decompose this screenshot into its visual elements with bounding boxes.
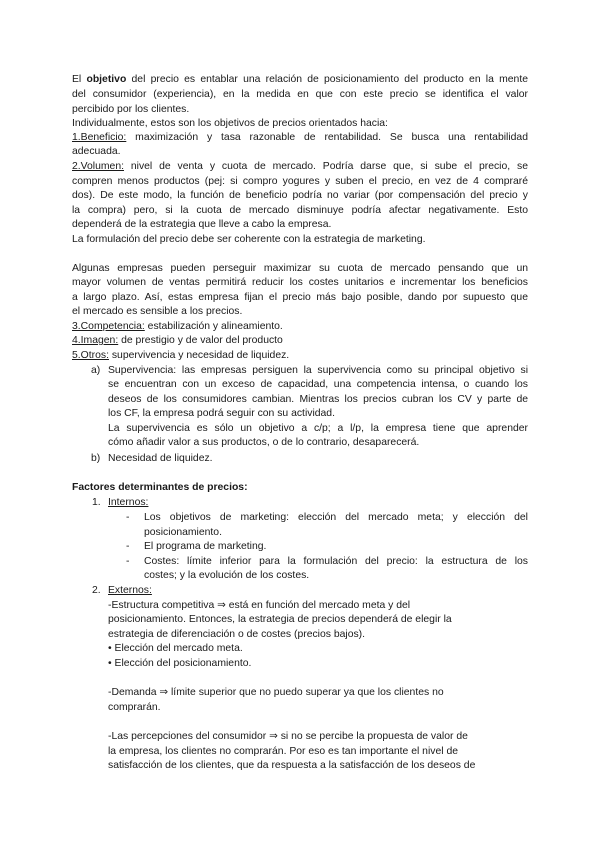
competencia-label: 3.Competencia: xyxy=(72,321,145,332)
supervivencia-line-4: los CF, la empresa podrá seguir con su actividad. xyxy=(108,408,335,419)
supervivencia-line-3: deseos de los consumidores cambian. Mientras los precios cubran los CV y parte de xyxy=(108,394,528,405)
externos-bullet-mercado-meta: • Elección del mercado meta. xyxy=(108,643,243,654)
cuota-line-1: Algunas empresas pueden perseguir maximizar su cuota de mercado pensando que un xyxy=(72,263,528,274)
list-marker-2: 2. xyxy=(92,585,101,596)
volumen-line-4: la compra) pero, si la cuota de mercado disminuye podría afectar negativamente. Esto xyxy=(72,205,528,216)
volumen-line-2: compren menos productos (pej: si compro yogures y suben el precio, en vez de 4 compraré xyxy=(72,176,528,187)
externos-percepciones-line-3: satisfacción de los clientes, que da respuesta a la satisfacción de los deseos de xyxy=(108,760,476,771)
list-marker-b: b) xyxy=(91,453,101,464)
objetivo-bold: objetivo xyxy=(86,74,127,85)
text-run: estabilización y alineamiento. xyxy=(144,321,283,332)
beneficio-line-2: adecuada. xyxy=(72,146,121,157)
volumen-line-1 xyxy=(72,160,528,175)
objetivo-line-1 xyxy=(72,73,528,88)
otros-label: 5.Otros: xyxy=(72,350,109,361)
text-run: nivel de venta y cuota de mercado. Podría darse que, si sube el precio, se xyxy=(124,161,528,172)
list-marker-1: 1. xyxy=(92,497,101,508)
imagen-line xyxy=(72,334,283,349)
text-run: de prestigio y de valor del producto xyxy=(118,335,283,346)
volumen-label: 2.Volumen: xyxy=(72,161,124,172)
supervivencia-line-5: La supervivencia es sólo un objetivo a c/p; a l/p, la empresa tiene que aprender xyxy=(108,423,528,434)
dash-marker: - xyxy=(126,541,130,552)
volumen-line-3: dos). De este modo, la función de beneficio podría no variar (por compensación del precio y xyxy=(72,190,528,201)
list-marker-a: a) xyxy=(91,365,101,376)
internos-label: Internos: xyxy=(108,497,149,508)
supervivencia-line-6: cómo añadir valor a sus productos, o de lo contrario, desaparecerá. xyxy=(108,437,420,448)
objetivo-line-2: del consumidor (experiencia), en la medida en que con este precio se identifica el valor xyxy=(72,89,528,100)
internos-item-3-line-1: Costes: límite inferior para la formulación del precio: la estructura de los xyxy=(144,556,528,567)
intro-line: Individualmente, estos son los objetivos de precios orientados hacia: xyxy=(72,118,388,129)
externos-percepciones-line-1: -Las percepciones del consumidor ⇒ si no se percibe la propuesta de valor de xyxy=(108,731,468,742)
formulacion-line: La formulación del precio debe ser coherente con la estrategia de marketing. xyxy=(72,234,426,245)
beneficio-line-1 xyxy=(72,131,528,146)
externos-demanda-line-1: -Demanda ⇒ límite superior que no puedo superar ya que los clientes no xyxy=(108,687,444,698)
cuota-line-4: el mercado es sensible a los precios. xyxy=(72,306,243,317)
externos-competitiva-line-2: posicionamiento. Entonces, la estrategia de precios dependerá de elegir la xyxy=(108,614,452,625)
competencia-line xyxy=(72,320,283,335)
internos-item-3-line-2: costes; y la evolución de los costes. xyxy=(144,570,310,581)
supervivencia-line-2: se encuentran con un exceso de capacidad, una competencia intensa, o cuando los xyxy=(108,379,528,390)
text-run: El xyxy=(72,74,87,85)
internos-item-1-line-2: posicionamiento. xyxy=(144,527,222,538)
objetivo-line-3: percibido por los clientes. xyxy=(72,104,190,115)
text-run: del precio es entablar una relación de posicionamiento del producto en la mente xyxy=(126,74,528,85)
beneficio-label: 1.Beneficio: xyxy=(72,132,127,143)
externos-bullet-posicionamiento: • Elección del posicionamiento. xyxy=(108,658,252,669)
text-run: supervivencia y necesidad de liquidez. xyxy=(108,350,290,361)
externos-competitiva-line-3: estrategia de diferenciación o de costes (precios bajos). xyxy=(108,629,366,640)
otros-line xyxy=(72,349,289,364)
liquidez-line: Necesidad de liquidez. xyxy=(108,453,213,464)
internos-item-2: El programa de marketing. xyxy=(144,541,267,552)
externos-label: Externos: xyxy=(108,585,152,596)
internos-item-1-line-1: Los objetivos de marketing: elección del mercado meta; y elección del xyxy=(144,512,528,523)
factores-heading: Factores determinantes de precios: xyxy=(72,482,248,493)
dash-marker: - xyxy=(126,556,130,567)
cuota-line-2: mayor volumen de ventas permitirá reducir los costes unitarios e incrementar los beneficios xyxy=(72,277,528,288)
volumen-line-5: dependerá de la estrategia que lleve a cabo la empresa. xyxy=(72,219,332,230)
dash-marker: - xyxy=(126,512,130,523)
cuota-line-3: a largo plazo. Así, estas empresa fijan el precio más bajo posible, dando por supuesto que xyxy=(72,292,528,303)
supervivencia-line-1: Supervivencia: las empresas persiguen la supervivencia como su principal objetivo si xyxy=(108,365,528,376)
text-run: maximización y tasa razonable de rentabilidad. Se busca una rentabilidad xyxy=(126,132,528,143)
externos-competitiva-line-1: -Estructura competitiva ⇒ está en función del mercado meta y del xyxy=(108,600,411,611)
externos-demanda-line-2: comprarán. xyxy=(108,702,161,713)
imagen-label: 4.Imagen: xyxy=(72,335,119,346)
externos-percepciones-line-2: la empresa, los clientes no comprarán. Por eso es tan importante el nivel de xyxy=(108,746,458,757)
